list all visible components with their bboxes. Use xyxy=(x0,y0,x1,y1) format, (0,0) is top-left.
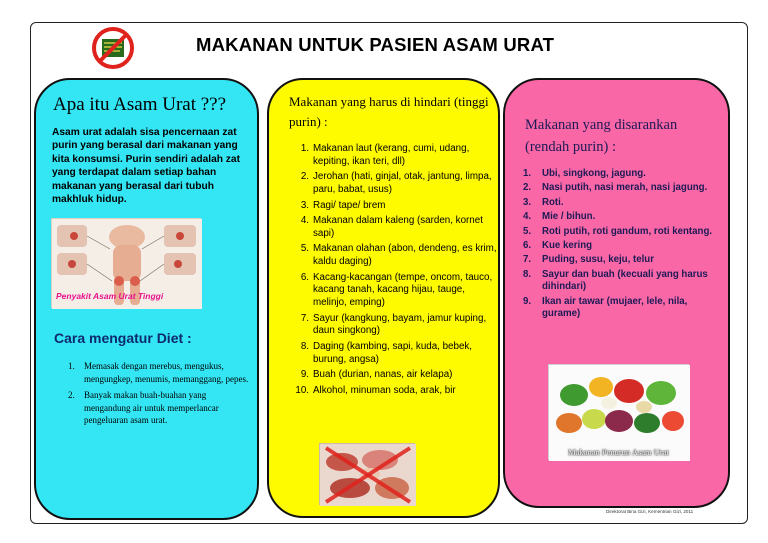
item-number: 1. xyxy=(523,168,532,179)
list-item xyxy=(291,313,500,339)
uric-acid-info-panel xyxy=(34,78,259,520)
item-number: 4. xyxy=(300,215,309,227)
panel-title: Apa itu Asam Urat ??? xyxy=(53,94,227,115)
meat-crossed-out-illustration xyxy=(320,444,416,506)
list-item xyxy=(523,269,723,294)
item-text: Makanan laut (kerang, cumi, udang, kepiting, ikan teri, dll) xyxy=(313,143,470,167)
image-caption: Makanan Penurun Asam Urat xyxy=(568,447,669,457)
list-item xyxy=(291,200,500,213)
source-credit: Direktorat Bina Gizi, Kementrian Gizi, 2011 xyxy=(606,509,694,514)
forbidden-foods-image xyxy=(319,443,415,505)
item-text: Makanan dalam kaleng (sarden, kornet sapi) xyxy=(313,215,483,239)
list-item xyxy=(291,385,500,398)
item-text: Ikan air tawar (mujaer, lele, nila, gurame) xyxy=(542,295,688,320)
list-item xyxy=(523,240,723,253)
item-number: 7. xyxy=(300,312,309,324)
list-item xyxy=(523,197,723,210)
list-item xyxy=(523,168,723,181)
list-item xyxy=(523,296,723,321)
item-text: Sayur dan buah (kecuali yang harus dihindari) xyxy=(542,268,708,293)
item-text: Ragi/ tape/ brem xyxy=(313,199,386,211)
item-number: 1. xyxy=(68,361,75,371)
item-number: 6. xyxy=(300,271,309,283)
no-food-prohibition-icon xyxy=(91,26,135,70)
list-item xyxy=(523,182,723,195)
recommended-foods-list xyxy=(523,168,723,323)
gout-anatomy-image xyxy=(51,218,201,308)
recommended-foods-panel xyxy=(503,78,730,508)
item-number: 3. xyxy=(523,196,532,208)
item-text: Makanan olahan (abon, dendeng, es krim, kaldu daging) xyxy=(313,243,497,268)
foods-to-avoid-panel xyxy=(267,78,500,518)
item-text: Buah (durian, nanas, air kelapa) xyxy=(313,369,453,381)
item-number: 4. xyxy=(523,211,532,223)
list-item xyxy=(523,254,723,267)
diet-section-title: Cara mengatur Diet : xyxy=(54,330,192,346)
item-text: Puding, susu, keju, telur xyxy=(542,254,654,266)
item-number: 5. xyxy=(523,225,532,237)
item-text: Roti. xyxy=(542,196,564,208)
list-item xyxy=(54,389,254,427)
item-text: Sayur (kangkung, bayam, jamur kuping, daun singkong) xyxy=(313,312,487,337)
item-number: 2. xyxy=(523,182,532,194)
item-text: Roti putih, roti gandum, roti kentang. xyxy=(542,225,713,237)
item-number: 10. xyxy=(295,384,309,396)
item-number: 8. xyxy=(523,268,532,280)
uric-acid-definition: Asam urat adalah sisa pencernaan zat purin yang berasal dari makanan yang kita konsumsi. Purin sendiri adalah zat yang terdapat dalam setiap bahan makanan yang berasal dari tubuh makhluk hidup. xyxy=(52,127,240,206)
list-item xyxy=(291,243,500,269)
item-number: 3. xyxy=(300,199,309,211)
panel-title: Makanan yang harus di hindari (tinggi purin) : xyxy=(289,94,489,129)
item-number: 9. xyxy=(300,369,309,381)
item-number: 1. xyxy=(300,143,309,154)
item-text: Kue kering xyxy=(542,239,593,251)
item-number: 7. xyxy=(523,254,532,266)
foods-to-avoid-list xyxy=(291,143,500,400)
item-text: Nasi putih, nasi merah, nasi jagung. xyxy=(542,182,708,194)
item-text: Mie / bihun. xyxy=(542,211,596,223)
list-item xyxy=(291,341,500,367)
item-text: Alkohol, minuman soda, arak, bir xyxy=(313,384,456,396)
list-item xyxy=(523,226,723,239)
item-number: 6. xyxy=(523,239,532,251)
list-item xyxy=(523,211,723,224)
list-item xyxy=(291,369,500,382)
diet-tips-list xyxy=(54,360,254,431)
item-number: 5. xyxy=(300,243,309,255)
page-title: MAKANAN UNTUK PASIEN ASAM URAT xyxy=(196,34,555,55)
item-text: Kacang-kacangan (tempe, oncom, tauco, kacang tanah, kacang hijau, tauge, melinjo, emping) xyxy=(313,271,493,309)
list-item xyxy=(291,143,500,169)
item-text: Memasak dengan merebus, mengukus, mengungkep, menumis, memanggang, pepes. xyxy=(84,361,249,384)
item-text: Jerohan (hati, ginjal, otak, jantung, limpa, paru, babat, usus) xyxy=(313,171,492,196)
healthy-foods-image xyxy=(548,364,689,460)
list-item xyxy=(291,171,500,197)
list-item xyxy=(291,272,500,310)
panel-title: Makanan yang disarankan (rendah purin) : xyxy=(525,117,678,155)
item-number: 2. xyxy=(68,390,75,401)
item-number: 9. xyxy=(523,295,532,307)
item-text: Daging (kambing, sapi, kuda, bebek, burung, angsa) xyxy=(313,340,473,365)
item-text: Ubi, singkong, jagung. xyxy=(542,168,646,179)
list-item xyxy=(54,360,254,385)
item-number: 8. xyxy=(300,340,309,352)
list-item xyxy=(291,215,500,241)
item-number: 2. xyxy=(300,171,309,183)
item-text: Banyak makan buah-buahan yang mengandung air untuk memperlancar pengeluaran asam urat. xyxy=(84,390,219,426)
image-caption: Penyakit Asam Urat Tinggi xyxy=(56,291,164,301)
